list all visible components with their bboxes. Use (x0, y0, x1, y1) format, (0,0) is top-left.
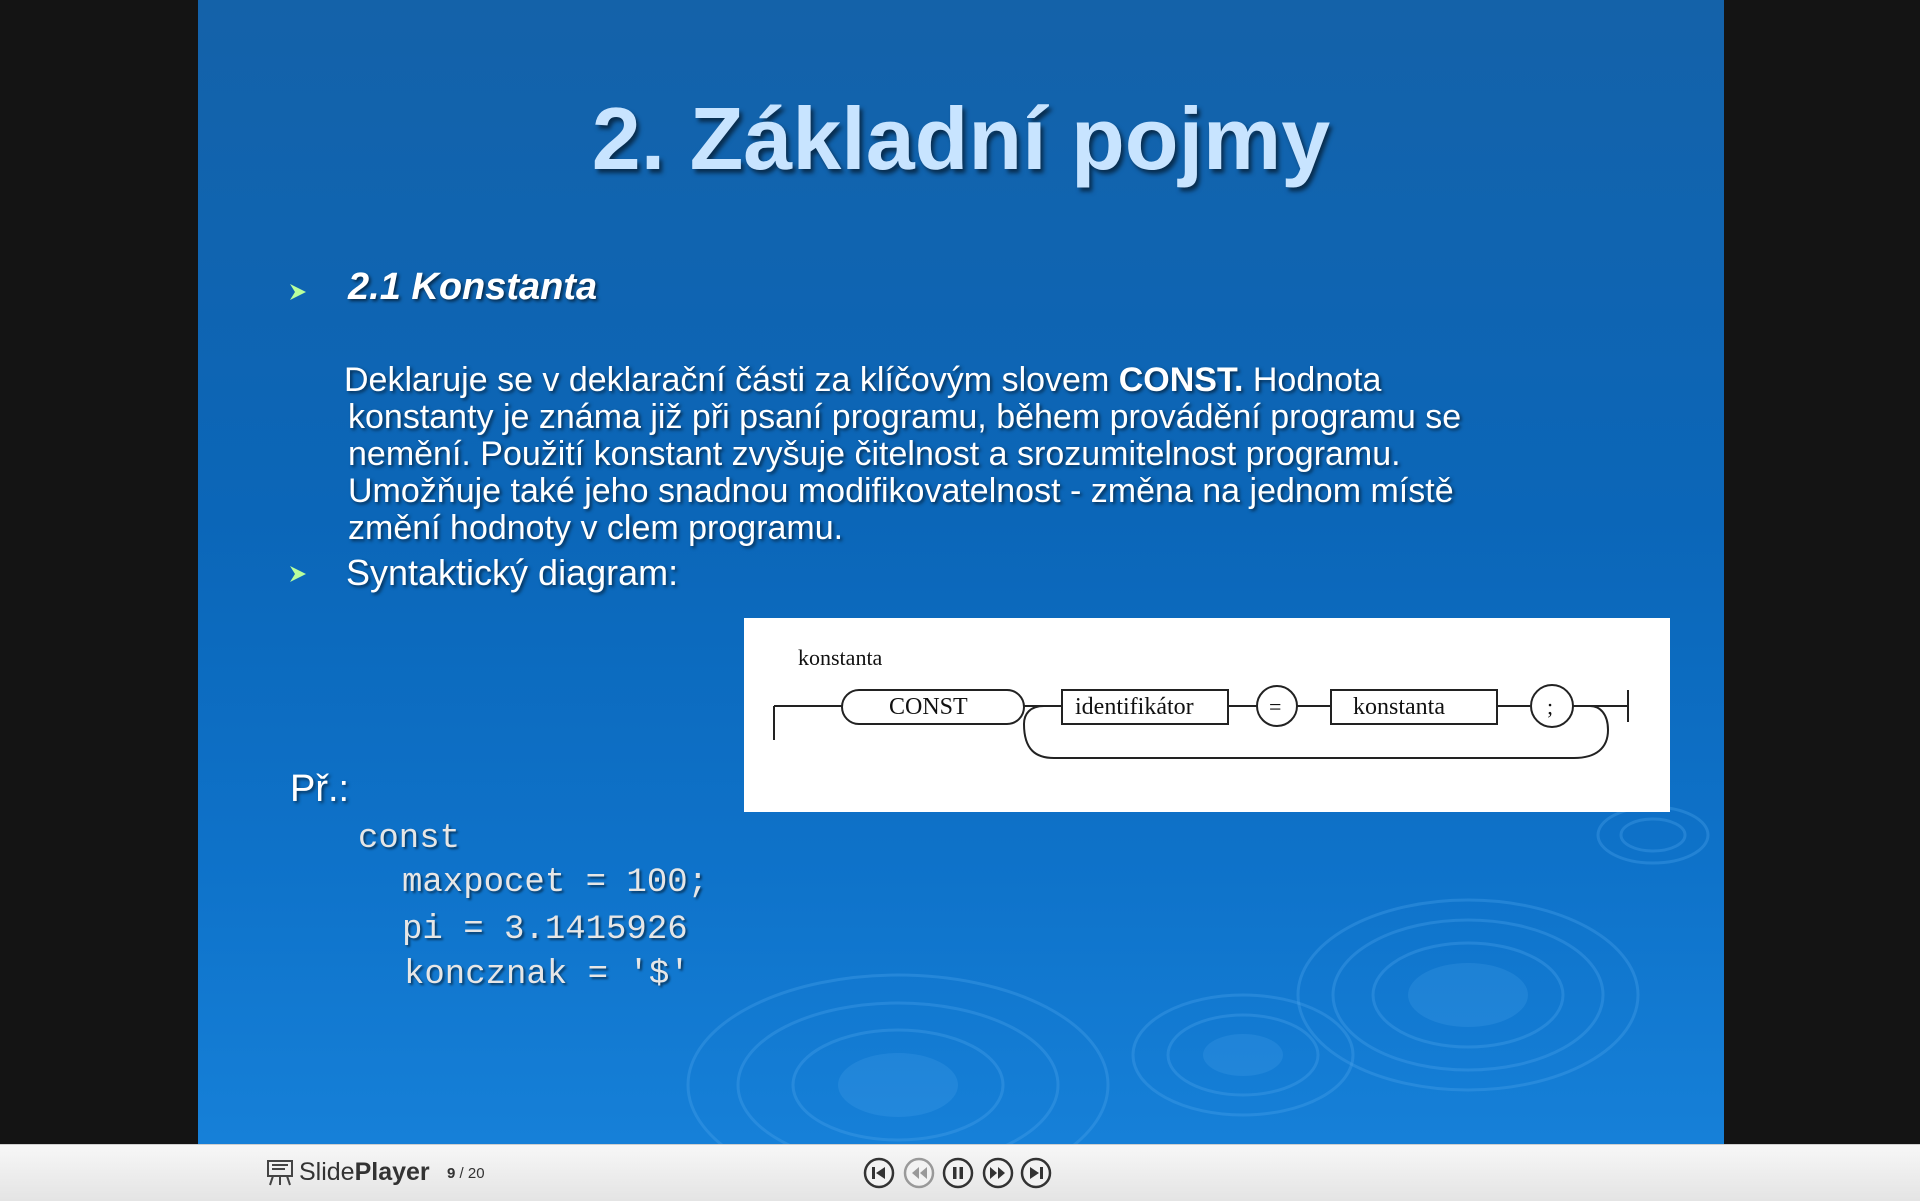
code-line: const (358, 820, 461, 858)
diagram-const: CONST (889, 694, 968, 720)
code-line: maxpocet = 100; (402, 864, 709, 902)
total-pages: / 20 (459, 1165, 485, 1182)
pause-button[interactable] (942, 1157, 974, 1189)
next-slide-button[interactable] (982, 1157, 1014, 1189)
definition-paragraph: Deklaruje se v deklarační části za klíčovým slovem CONST. Hodnota konstanty je známa již při psaní programu, během provádění programu se nemění. Použití konstant zvyšuje čitelnost a srozumitelnost programu. Umožňuje také jeho snadnou modifikovatelnost - změna na jednom místě změní hodnoty v clem programu. (344, 361, 1462, 547)
last-slide-button[interactable] (1020, 1157, 1052, 1189)
current-page: 9 (447, 1165, 456, 1182)
syntax-diagram (744, 618, 1670, 812)
slideplayer-logo[interactable] (265, 1158, 430, 1186)
slide (198, 0, 1724, 1144)
example-label: Př.: (290, 768, 350, 810)
diagram-value: konstanta (1353, 694, 1445, 720)
code-line: koncznak = '$' (404, 956, 690, 994)
slide-title: 2. Základní pojmy (591, 89, 1331, 188)
slideplayer-logo-icon (265, 1157, 295, 1187)
diagram-equals: = (1269, 694, 1282, 719)
diagram-semicolon: ; (1547, 694, 1554, 719)
syntax-diagram-label: Syntaktický diagram: (346, 552, 679, 593)
diagram-title: konstanta (798, 645, 883, 670)
code-line: pi = 3.1415926 (402, 911, 688, 949)
slideplayer-brand: SlidePlayer (299, 1157, 430, 1186)
arrow-bullet-icon (289, 283, 307, 301)
arrow-bullet-icon (289, 565, 307, 583)
section-heading: 2.1 Konstanta (348, 266, 598, 308)
diagram-identifier: identifikátor (1075, 694, 1194, 720)
prev-slide-button[interactable] (903, 1157, 935, 1189)
first-slide-button[interactable] (863, 1157, 895, 1189)
page-counter (447, 1165, 485, 1182)
